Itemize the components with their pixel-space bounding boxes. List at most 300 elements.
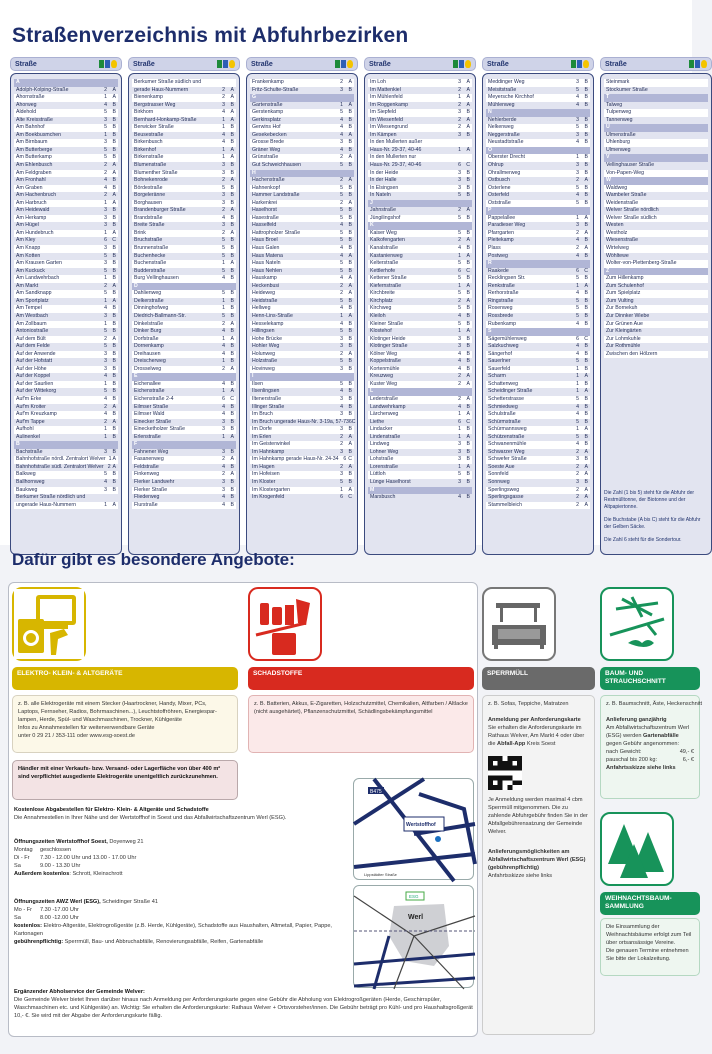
street-row [486,419,590,427]
district-number: 1 [104,275,107,282]
section-letter: J [370,199,373,206]
street-name: Am Sandknapp [16,290,52,297]
fee-row [606,748,694,756]
yellow-bag-letter: B [584,441,588,448]
yellow-bag-letter: A [584,373,588,380]
street-name: Zur Lohmkuhle [606,335,641,342]
street-row [250,177,354,185]
street-row [250,275,354,283]
street-row [132,449,236,457]
district-number: 1 [104,131,107,138]
street-row [250,245,354,253]
street-row [14,494,118,502]
yellow-bag-letter [697,117,706,125]
street-name: Holzstraße [252,358,278,365]
street-row [486,230,590,238]
yellow-bag-letter [697,305,706,313]
street-name: Meddinger Weg [488,79,525,85]
district-number: 2 [222,365,225,372]
yellow-bag-letter: A [230,146,234,153]
district-number: 3 [104,358,107,365]
street-name: Sperlingsgasse [488,494,524,501]
yellow-bag-letter: B [112,350,116,357]
street-name: Scheidinger Straße [488,388,533,395]
street-name: Alte Kreisstraße [16,116,53,123]
street-name: Frankenkamp [252,79,284,85]
street-row [604,87,708,95]
street-name: Ballhornweg [16,478,45,485]
district-number: 2 [340,463,343,470]
street-column [600,57,712,555]
street-row [368,139,472,147]
district-number: 5 [340,267,343,274]
yellow-bag-letter: A [584,177,588,184]
map-wertstoffhof-soest[interactable] [353,778,474,880]
street-name: Ahornstraße [16,94,45,101]
street-name: Jahnstraße [370,207,396,214]
yellow-bag-letter: A [348,154,352,161]
street-row [604,139,708,147]
yellow-bag-letter [697,237,706,245]
letter-section-header [486,260,590,268]
street-name: Am Tempel [16,305,42,312]
sofa-icon [482,587,556,661]
district-number: 1 [222,305,225,312]
street-name: Auf der Koppel [16,373,51,380]
district-number: 4 [340,275,343,282]
district-number: 3 [576,222,579,229]
street-name: Bernhard-Honkamp-Straße [134,116,197,123]
street-name: Fahnener Weg [134,448,169,455]
yellow-bag-letter: A [112,192,116,199]
district-number: 3 [340,139,343,146]
street-name: Wiesenstraße [606,237,638,244]
street-name: Ulmenstraße [606,131,636,138]
street-row [132,117,236,125]
street-row [486,373,590,381]
district-number: 5 [104,146,107,153]
street-row [250,388,354,396]
district-number [685,139,697,147]
street-row [132,87,236,95]
street-name: Dreihausen [134,350,161,357]
street-row [368,328,472,336]
yellow-bag-letter: B [466,335,470,342]
district-number: 4 [104,373,107,380]
yellow-bag-letter: B [348,343,352,350]
district-number [685,147,697,155]
street-name: Rosenweg [488,305,513,312]
yellow-bag-letter: B [230,358,234,365]
street-name: Auf der Hofstatt [16,358,53,365]
district-number: 3 [458,343,461,350]
yellow-bag-letter: B [584,101,588,108]
map-place-label: Wertstoffhof [406,822,436,828]
district-number: 1 [222,260,225,267]
yellow-bag-letter: A [112,199,116,206]
district-number: 1 [576,282,579,289]
street-row [132,381,236,389]
street-name: Sauerfeld [488,365,511,372]
street-row [250,479,354,487]
yellow-bag-letter: C [466,162,470,169]
yellow-bag-letter: B [112,312,116,319]
yellow-bag-letter: A [584,471,588,478]
district-number: 4 [340,403,343,410]
street-list [364,73,476,555]
yellow-bag-letter: B [230,426,234,433]
district-number [685,200,697,208]
yellow-bag-letter: A [112,463,116,470]
district-number: 1 [458,252,461,259]
district-number: 3 [340,395,343,402]
street-name: Buchenhecke [134,252,166,259]
street-row [14,94,118,102]
street-name: Bahnhofstraße südl. Zentralort Welver [16,463,104,470]
street-name: Auf dem Bült [16,335,46,342]
street-name: Schürmannsweg [488,426,527,433]
district-number: 5 [340,207,343,214]
yellow-bag-letter: B [466,109,470,116]
street-row [250,192,354,200]
letter-section-header [14,441,118,449]
district-number: 4 [222,463,225,470]
district-number: 3 [340,411,343,418]
district-number: 6 [104,237,107,244]
district-number: 1 [458,328,461,335]
district-number: 2 [222,471,225,478]
street-name: Haus-Nr. 29-37, 40-46 [370,162,422,169]
yellow-bag-letter: B [230,222,234,229]
street-row [14,139,118,147]
street-row [14,132,118,140]
street-name: Zwischen den Hölzern [606,350,658,357]
district-number: 5 [576,358,579,365]
street-name: Tulpenweg [606,109,632,116]
christmas-text-2: Die genauen Termine entnehmen Sie bitte der Lokalzeitung. [606,948,689,962]
street-name: ungerade Haus-Nummern [16,501,76,508]
yellow-bag-letter: B [348,267,352,274]
yellow-bag-letter: A [584,448,588,455]
street-name: Lorenstraße [370,463,398,470]
yellow-bag-letter: B [466,320,470,327]
district-number: 5 [576,275,579,282]
district-number: 4 [576,320,579,327]
district-number: 3 [222,169,225,176]
district-number: 4 [104,411,107,418]
letter-section-header [250,373,354,381]
yellow-bag-letter: B [348,109,352,116]
street-row [132,305,236,313]
yellow-bag-letter: B [348,162,352,169]
yellow-bag-letter: A [584,494,588,501]
street-name: Neustadtstraße [488,139,524,146]
column-header-label: Straße [133,60,155,68]
street-name: Haus Matena [252,252,283,259]
street-row [250,321,354,329]
street-name: Im Bruch ungerade Haus-Nr. 3-19a, 57-73 [252,418,349,425]
street-row [604,321,708,329]
street-name: Bohnekenrode [134,177,168,184]
bulky-limit: Je Anmeldung werden maximal 4 cbm Sperrmüll mitgenommen. Die zu zahlende Abfuhrgebühr finden Sie in der Abfallgebührensatzung der Gemeinde Welver. [488,797,588,835]
street-name: Kuster Weg [370,380,398,387]
yellow-bag-letter: A [466,373,470,380]
street-name: Haus-Nr. 29-37, 40-46 [370,146,422,153]
street-row [14,147,118,155]
street-row [604,305,708,313]
street-name: Am Westbach [16,312,49,319]
district-number: 5 [340,380,343,387]
yellow-bag-letter: A [584,463,588,470]
district-number: 3 [104,365,107,372]
soest-title: Öffnungszeiten Wertstoffhof Soest, [14,839,108,845]
letter-section-header [604,94,708,102]
district-number [685,102,697,110]
yellow-bag-letter: B [584,79,588,85]
street-name: Delkerstraße [134,297,164,304]
street-row [132,290,236,298]
district-number: 4 [340,245,343,252]
yellow-bag-letter: B [112,343,116,350]
district-number: 5 [458,192,461,199]
yellow-bag-letter [697,192,706,200]
yellow-bag-letter: B [112,388,116,395]
street-name: Kalkofengarten [370,237,405,244]
street-row [250,117,354,125]
street-row [14,275,118,283]
street-row [486,268,590,276]
street-row [250,449,354,457]
district-number: 1 [458,94,461,101]
letter-section-header [486,328,590,336]
street-row [486,124,590,132]
district-number: 5 [104,328,107,335]
street-name: Hattropholzer Straße [252,229,301,236]
yellow-bag-letter: B [584,350,588,357]
district-number: 3 [340,365,343,372]
yellow-bag-letter: B [466,478,470,485]
district-number [95,494,107,502]
street-row [368,154,472,162]
street-row [132,298,236,306]
street-name: Kettener Straße [370,275,407,282]
district-number: 3 [104,116,107,123]
district-number: 4 [576,94,579,101]
letter-section-header [368,222,472,230]
district-number: 4 [576,237,579,244]
blue-bin-icon [223,60,228,68]
district-number [685,260,697,268]
yellow-bag-letter: B [584,411,588,418]
district-number: 1 [340,101,343,108]
column-header [246,57,358,71]
letter-section-header [486,207,590,215]
street-name: Landwehrkamp [370,403,406,410]
street-row [132,313,236,321]
street-row [604,109,708,117]
street-row [250,487,354,495]
street-name: Im Mattenkiel [370,86,401,93]
district-number: 2 [104,86,107,93]
district-number: 4 [576,411,579,418]
street-row [14,373,118,381]
street-name: Pappelallee [488,214,516,221]
street-name: Klostehof [370,328,392,335]
district-number [685,275,697,283]
street-row [250,343,354,351]
yellow-bag-letter: A [584,486,588,493]
yellow-bag-letter [697,79,706,87]
yellow-bag-letter: B [348,328,352,335]
street-name: Am Kley [16,237,36,244]
street-row [250,200,354,208]
district-number: 4 [222,501,225,508]
district-number: 3 [104,350,107,357]
street-row [604,230,708,238]
yellow-bag-letter: B [230,162,234,169]
street-row [368,109,472,117]
hours-row [14,854,344,862]
district-number: 5 [222,312,225,319]
yellow-bag-letter: A [466,124,470,131]
qr-code[interactable] [488,756,522,790]
street-name: Schmiedweg [488,403,518,410]
yellow-bag-letter: B [348,214,352,221]
district-number: 2 [458,297,461,304]
street-name: Ahorweg [16,101,37,108]
yellow-bag-letter: A [230,207,234,214]
district-number: 3 [458,79,461,85]
district-number: 1 [222,154,225,161]
district-number: 2 [576,494,579,501]
district-number: 2 [458,237,461,244]
yellow-bag-letter: B [348,411,352,418]
street-row [486,139,590,147]
street-row [486,471,590,479]
green-bin-icon [453,60,458,68]
street-row [14,237,118,245]
street-name: Im Hahnkamp gerade Haus-Nr. 24-34 [252,456,339,463]
yellow-bag-letter: A [348,79,352,85]
hours-day: Mo - Fr [14,907,33,913]
street-row [368,215,472,223]
district-number: 4 [576,101,579,108]
street-row [486,298,590,306]
street-column [364,57,476,555]
district-number: 1 [576,154,579,161]
page-title: Straßenverzeichnis mit Abfuhrbezirken [12,24,409,47]
district-number: 1 [104,199,107,206]
yellow-bag-letter: B [112,184,116,191]
yellow-bag-letter: B [112,320,116,327]
street-row [486,283,590,291]
street-row [368,441,472,449]
yellow-bag-letter: A [348,312,352,319]
yellow-bag-letter: A [466,237,470,244]
yellow-bag-icon [229,60,235,68]
district-number: 3 [222,426,225,433]
section-letter: D [134,282,138,289]
yellow-bag-letter: B [348,395,352,402]
district-number: 2 [576,245,579,252]
yellow-bag-letter: B [348,305,352,312]
yellow-bag-letter: A [466,146,470,153]
yellow-bag-letter [697,139,706,147]
street-row [250,358,354,366]
street-name: Im Wiesenfeld [370,116,403,123]
map-awz-werl[interactable] [353,885,474,988]
hazardous-waste-icon [248,587,322,661]
street-name: Bergstrasser Weg [134,101,176,108]
map-street-label: Lippstädter Straße [364,872,397,877]
yellow-bag-letter: B [230,418,234,425]
street-row [368,343,472,351]
district-number: 1 [104,229,107,236]
street-row [132,434,236,442]
street-name: Im Bruch [252,411,273,418]
street-row [250,313,354,321]
dealer-notice: Händler mit einer Verkaufs- bzw. Versand- oder Lagerfläche von über 400 m² sind verpflichtet ausgediente Elektrogeräte unentgeltlich zurückzunehmen. [12,760,238,800]
street-row [250,426,354,434]
district-number: 5 [104,343,107,350]
street-row [14,177,118,185]
abfall-app-link[interactable]: Abfall-App [497,741,526,747]
district-number: 5 [576,312,579,319]
district-number: 4 [340,116,343,123]
street-name: Holunweg [252,350,276,357]
yellow-bag-letter: B [348,388,352,395]
street-name: Sägemühlenweg [488,335,527,342]
yellow-bag-letter: B [230,312,234,319]
yellow-bag-letter: B [584,380,588,387]
street-row [132,132,236,140]
section-letter: S [488,328,492,335]
street-name: Aldehold [16,109,37,116]
street-row [14,381,118,389]
hours-row [14,846,344,854]
street-name: Am Hundebruch [16,229,54,236]
street-list [128,73,240,555]
street-row [486,464,590,472]
district-number: 4 [458,494,461,501]
soest-extra-label: Außerdem kostenlos [14,871,70,877]
street-name: Gerkinsplatz [252,116,281,123]
district-number: 5 [104,267,107,274]
street-name: Am Feldgraben [16,169,52,176]
district-number: 3 [104,245,107,252]
street-row [368,419,472,427]
yellow-bag-letter: B [466,184,470,191]
street-name: Iltenerstraße [252,395,282,402]
street-name: Am Boekbusmchen [16,131,61,138]
section-letter: F [134,441,138,448]
district-number: 4 [104,395,107,402]
street-list [482,73,594,555]
yellow-bag-letter: B [112,267,116,274]
district-number: 1 [104,426,107,433]
district-number: 1 [104,380,107,387]
street-name: Heideweg [252,290,276,297]
street-row [250,381,354,389]
district-number [685,109,697,117]
hours-time: 7.30 - 12.00 Uhr und 13.00 - 17.00 Uhr [40,855,137,861]
street-name: Kelterstraße [370,260,399,267]
street-name: Hasestraße [252,214,279,221]
street-name: Soeste Aue [488,463,515,470]
werl-title: Öffnungszeiten AWZ Werl (ESG), [14,899,101,905]
yellow-bag-letter: B [112,109,116,116]
street-row [250,471,354,479]
